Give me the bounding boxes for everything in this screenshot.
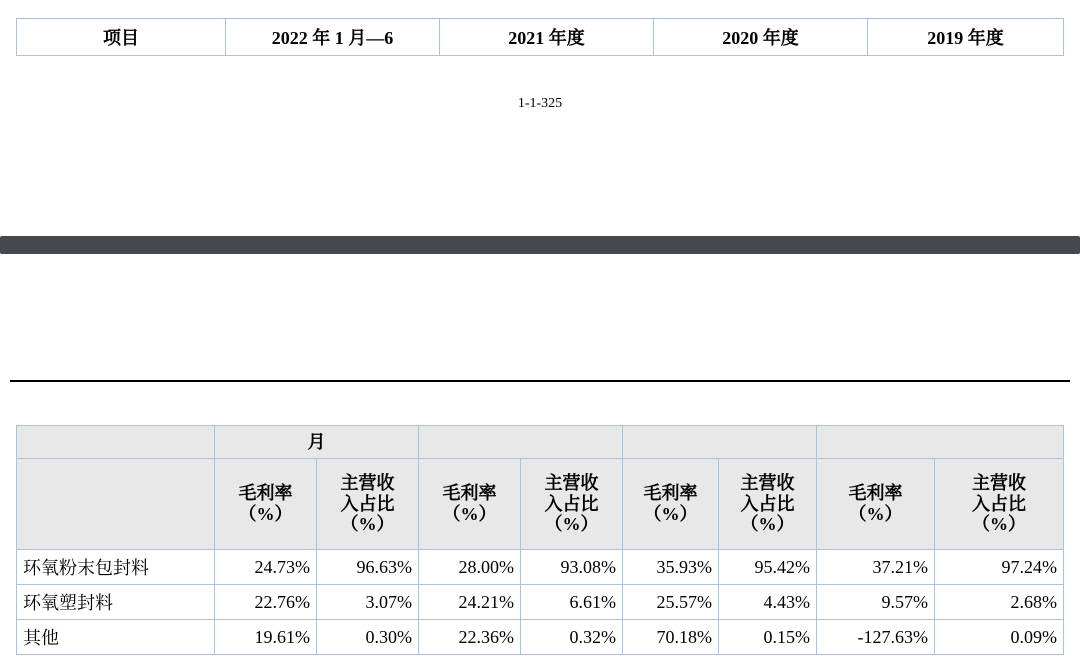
top-col-2020: 2020 年度 [654,19,868,56]
cell-value: 3.07% [317,585,419,620]
sub-header-line2: 入占比 [544,493,599,514]
top-col-2022h1: 2022 年 1 月—6 [226,19,440,56]
cell-value: 19.61% [215,620,317,655]
sub-header-line1: 毛利率 [643,483,698,504]
cell-value: 24.21% [419,585,521,620]
sub-header-line2: （%） [643,504,698,524]
sub-header-line2: 入占比 [740,493,795,514]
cell-value: 2.68% [935,585,1064,620]
cell-value: 96.63% [317,550,419,585]
cell-value: 35.93% [623,550,719,585]
group-header-2019 [817,426,1064,459]
cell-value: 25.57% [623,585,719,620]
redaction-bar [0,236,1080,254]
cell-value: 6.61% [521,585,623,620]
cell-value: 22.76% [215,585,317,620]
top-header-table [16,18,1064,56]
cell-value: 0.32% [521,620,623,655]
data-table [16,425,1064,655]
sub-header-revenue-share-1 [317,459,419,550]
sub-header-line1: 主营收 [972,472,1026,493]
cell-value: 97.24% [935,550,1064,585]
sub-header-line2: 入占比 [340,493,395,514]
sub-header-line2: （%） [442,504,497,524]
sub-header-line1: 毛利率 [848,483,903,504]
sub-header-line1: 主营收 [340,472,395,493]
period-header-table [16,18,1064,56]
cell-value: 93.08% [521,550,623,585]
row-label: 其他 [17,620,215,655]
group-header-2020 [623,426,817,459]
cell-value: 70.18% [623,620,719,655]
sub-header-gross-margin-2 [419,459,521,550]
sub-header-line3: （%） [740,514,795,535]
group-header-month: 月 [215,426,419,459]
table-row [17,620,1064,655]
cell-value: 37.21% [817,550,935,585]
sub-header-line1: 主营收 [740,472,795,493]
sub-header-line3: （%） [544,514,599,535]
sub-header-line3: （%） [972,514,1026,535]
table-row [17,19,1064,56]
group-header-blank [17,426,215,459]
margin-revenue-table [16,425,1064,655]
table-group-header-row [17,426,1064,459]
cell-value: 9.57% [817,585,935,620]
cell-value: 24.73% [215,550,317,585]
cell-value: -127.63% [817,620,935,655]
sub-header-gross-margin-3 [623,459,719,550]
sub-header-line1: 主营收 [544,472,599,493]
table-row [17,550,1064,585]
page-number: 1-1-325 [517,96,563,111]
cell-value: 0.15% [719,620,817,655]
row-label: 环氧塑封料 [17,585,215,620]
sub-header-revenue-share-3 [719,459,817,550]
sub-header-line2: （%） [238,504,293,524]
cell-value: 22.36% [419,620,521,655]
table-row [17,585,1064,620]
sub-header-line3: （%） [340,514,395,535]
cell-value: 95.42% [719,550,817,585]
sub-header-gross-margin-1 [215,459,317,550]
sub-header-blank [17,459,215,550]
top-col-2019: 2019 年度 [868,19,1064,56]
sub-header-revenue-share-4 [935,459,1064,550]
cell-value: 0.30% [317,620,419,655]
sub-header-gross-margin-4 [817,459,935,550]
section-divider [10,380,1070,382]
top-col-2021: 2021 年度 [440,19,654,56]
row-label: 环氧粉末包封料 [17,550,215,585]
top-col-item: 项目 [17,19,226,56]
sub-header-revenue-share-2 [521,459,623,550]
sub-header-line1: 毛利率 [238,483,293,504]
cell-value: 0.09% [935,620,1064,655]
sub-header-line2: 入占比 [972,493,1026,514]
sub-header-line2: （%） [848,504,903,524]
cell-value: 28.00% [419,550,521,585]
sub-header-line1: 毛利率 [442,483,497,504]
group-header-2021 [419,426,623,459]
table-sub-header-row [17,459,1064,550]
cell-value: 4.43% [719,585,817,620]
